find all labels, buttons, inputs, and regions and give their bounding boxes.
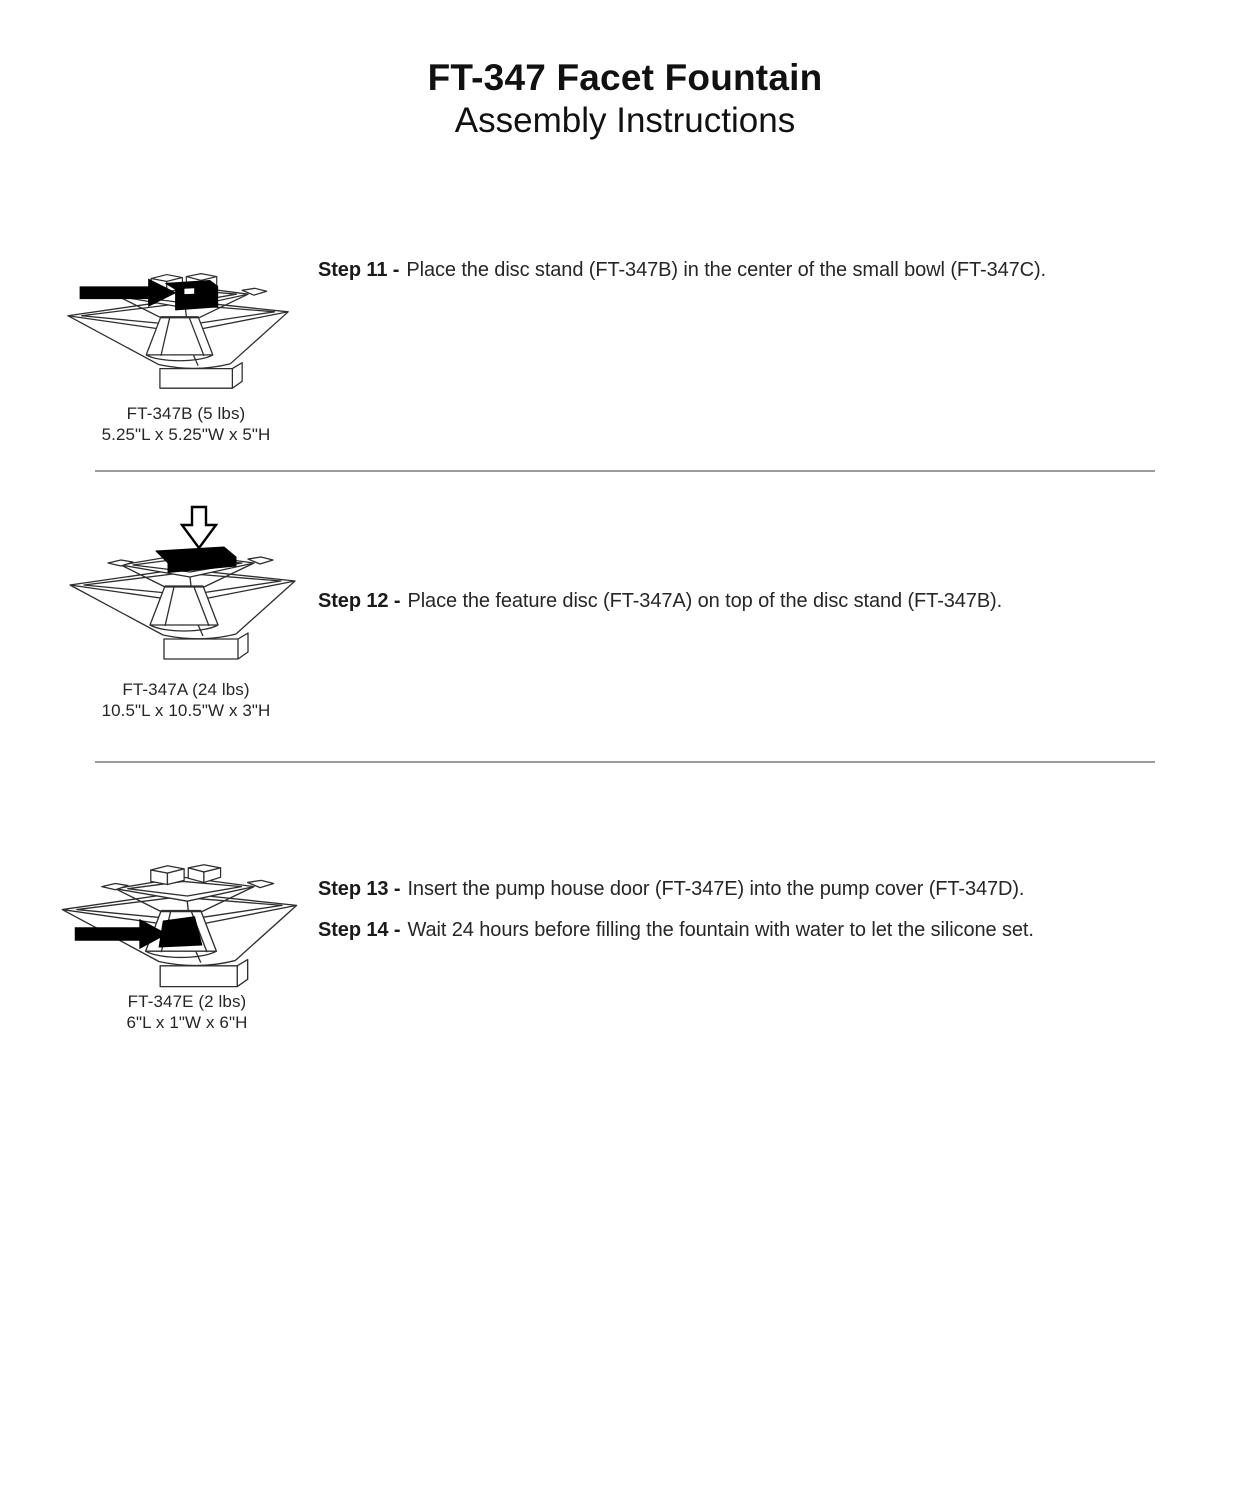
step-14-text [318,918,1034,942]
step-13-body: Insert the pump house door (FT-347E) into the pump cover (FT-347D). [407,878,1025,900]
section-divider-2 [95,761,1155,763]
caption-part-number: FT-347E (2 lbs) [127,992,247,1011]
step-13-label: Step 13 - [318,878,401,900]
disc-stand-notch [184,288,194,294]
figure-caption-ft347b [66,403,306,445]
step-12-body: Place the feature disc (FT-347A) on top of the disc stand (FT-347B). [407,590,1003,612]
step-12-label: Step 12 - [318,590,401,612]
document-subtitle: Assembly Instructions [454,101,796,141]
section-divider-1 [95,470,1155,472]
caption-dimensions: 6"L x 1"W x 6"H [126,1013,248,1032]
caption-part-number: FT-347B (5 lbs) [126,404,246,423]
document-title: FT-347 Facet Fountain [427,57,823,98]
caption-dimensions: 5.25"L x 5.25"W x 5"H [101,425,271,444]
step-13-text [318,877,1024,901]
fountain-diagram-disc-stand [62,256,297,393]
step-14-body: Wait 24 hours before filling the fountain with water to let the silicone set. [407,919,1034,941]
pump-door-highlight [159,917,202,947]
figure-caption-ft347a [66,679,306,721]
figure-step-13 [56,846,306,994]
figure-step-11 [62,256,297,393]
down-arrow-icon [182,507,216,548]
step-14-label: Step 14 - [318,919,401,941]
fountain-diagram-pump-door [56,846,306,994]
step-12-text [318,589,1002,613]
figure-caption-ft347e [62,991,312,1033]
caption-dimensions: 10.5"L x 10.5"W x 3"H [101,701,271,720]
caption-part-number: FT-347A (24 lbs) [122,680,250,699]
fountain-diagram-feature-disc [64,500,304,666]
step-11-text [318,258,1046,282]
step-11-label: Step 11 - [318,259,400,281]
step-11-body: Place the disc stand (FT-347B) in the center of the small bowl (FT-347C). [406,259,1047,281]
document-header [0,56,1250,142]
figure-step-12 [64,500,304,666]
